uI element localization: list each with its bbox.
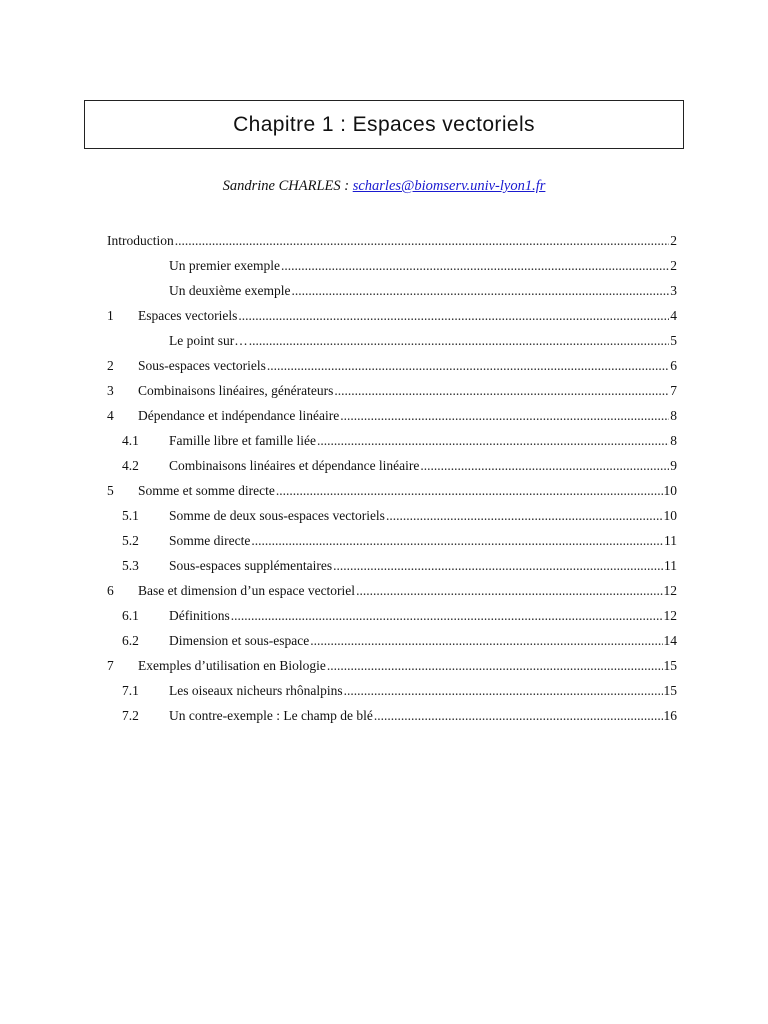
toc-dot-leader (249, 328, 670, 353)
toc-dot-leader (276, 478, 663, 503)
toc-entry-number: 1 (107, 308, 114, 323)
author-line (0, 178, 768, 195)
toc-entry-page: 15 (663, 658, 677, 673)
toc-entry-page: 16 (663, 708, 677, 723)
toc-entry-page: 3 (670, 283, 677, 298)
toc-entry-page: 10 (663, 483, 677, 498)
toc-entry-label: Base et dimension d’un espace vectoriel (138, 583, 356, 598)
toc-entry[interactable] (107, 278, 677, 303)
toc-entry-label: Combinaisons linéaires, générateurs (138, 383, 334, 398)
author-name: Sandrine CHARLES : (222, 178, 353, 194)
toc-entry[interactable] (107, 528, 677, 553)
toc-dot-leader (374, 703, 663, 728)
toc-entry-page: 7 (670, 383, 677, 398)
toc-entry-page: 6 (670, 358, 677, 373)
toc-entry-page: 8 (670, 433, 677, 448)
toc-dot-leader (317, 428, 669, 453)
toc-entry-label: Un contre-exemple : Le champ de blé (169, 708, 373, 723)
toc-dot-leader (291, 278, 669, 303)
chapter-title-box (84, 100, 684, 149)
toc-dot-leader (251, 528, 663, 553)
toc-entry-page: 11 (664, 558, 677, 573)
toc-dot-leader (344, 678, 663, 703)
toc-dot-leader (386, 503, 663, 528)
toc-entry-number: 6.2 (122, 633, 139, 648)
chapter-title: Chapitre 1 : Espaces vectoriels (233, 112, 535, 136)
toc-entry[interactable] (107, 328, 677, 353)
toc-entry-page: 10 (663, 508, 677, 523)
toc-entry-number: 7.1 (122, 683, 139, 698)
toc-entry[interactable] (107, 378, 677, 403)
toc-entry-number: 4.2 (122, 458, 139, 473)
toc-entry-number: 7.2 (122, 708, 139, 723)
toc-entry[interactable] (107, 503, 677, 528)
toc-entry-number: 5.3 (122, 558, 139, 573)
toc-entry[interactable] (107, 578, 677, 603)
toc-entry-page: 12 (663, 583, 677, 598)
toc-entry[interactable] (107, 403, 677, 428)
toc-entry-page: 5 (670, 333, 677, 348)
toc-dot-leader (231, 603, 663, 628)
toc-dot-leader (420, 453, 669, 478)
toc-entry-number: 2 (107, 358, 114, 373)
toc-entry[interactable] (107, 553, 677, 578)
toc-entry-label: Un deuxième exemple (169, 283, 291, 298)
toc-entry-label: Définitions (169, 608, 230, 623)
toc-entry[interactable] (107, 603, 677, 628)
toc-entry-number: 7 (107, 658, 114, 673)
toc-entry-page: 14 (663, 633, 677, 648)
toc-entry-number: 5.1 (122, 508, 139, 523)
toc-entry-page: 15 (663, 683, 677, 698)
toc-entry-number: 3 (107, 383, 114, 398)
toc-entry-label: Sous-espaces supplémentaires (169, 558, 333, 573)
toc-entry-label: Exemples d’utilisation en Biologie (138, 658, 326, 673)
toc-entry[interactable] (107, 653, 677, 678)
toc-entry[interactable] (107, 428, 677, 453)
toc-entry-label: Un premier exemple (169, 258, 280, 273)
toc-entry-page: 4 (670, 308, 677, 323)
toc-entry-label: Combinaisons linéaires et dépendance linéaire (169, 458, 420, 473)
toc-entry-label: Somme directe (169, 533, 251, 548)
toc-entry-number: 6.1 (122, 608, 139, 623)
toc-entry-number: 6 (107, 583, 114, 598)
toc-entry-page: 12 (663, 608, 677, 623)
toc-entry-label: Espaces vectoriels (138, 308, 238, 323)
toc-entry[interactable] (107, 353, 677, 378)
toc-entry[interactable] (107, 228, 677, 253)
toc-dot-leader (333, 553, 663, 578)
toc-dot-leader (340, 403, 669, 428)
toc-entry[interactable] (107, 703, 677, 728)
toc-dot-leader (334, 378, 669, 403)
toc-entry-label: Sous-espaces vectoriels (138, 358, 266, 373)
toc-dot-leader (175, 228, 670, 253)
toc-entry[interactable] (107, 678, 677, 703)
toc-entry-page: 2 (670, 258, 677, 273)
toc-entry-label: Dépendance et indépendance linéaire (138, 408, 340, 423)
toc-entry[interactable] (107, 303, 677, 328)
toc-entry-label: Introduction (107, 233, 174, 248)
table-of-contents (107, 228, 677, 728)
toc-entry-label: Le point sur… (169, 333, 248, 348)
toc-entry-number: 5 (107, 483, 114, 498)
toc-dot-leader (356, 578, 662, 603)
toc-entry-page: 2 (670, 233, 677, 248)
toc-entry-label: Somme de deux sous-espaces vectoriels (169, 508, 385, 523)
toc-entry[interactable] (107, 453, 677, 478)
toc-dot-leader (327, 653, 663, 678)
toc-entry-page: 8 (670, 408, 677, 423)
toc-entry-label: Famille libre et famille liée (169, 433, 316, 448)
toc-dot-leader (310, 628, 662, 653)
toc-entry-page: 9 (670, 458, 677, 473)
toc-dot-leader (281, 253, 669, 278)
toc-dot-leader (267, 353, 669, 378)
toc-entry[interactable] (107, 253, 677, 278)
toc-entry[interactable] (107, 478, 677, 503)
toc-entry-page: 11 (664, 533, 677, 548)
toc-entry[interactable] (107, 628, 677, 653)
toc-dot-leader (238, 303, 669, 328)
author-email-link[interactable]: scharles@biomserv.univ-lyon1.fr (352, 178, 546, 194)
toc-entry-number: 5.2 (122, 533, 139, 548)
toc-entry-label: Dimension et sous-espace (169, 633, 310, 648)
toc-entry-number: 4.1 (122, 433, 139, 448)
toc-entry-number: 4 (107, 408, 114, 423)
toc-entry-label: Les oiseaux nicheurs rhônalpins (169, 683, 343, 698)
toc-entry-label: Somme et somme directe (138, 483, 275, 498)
